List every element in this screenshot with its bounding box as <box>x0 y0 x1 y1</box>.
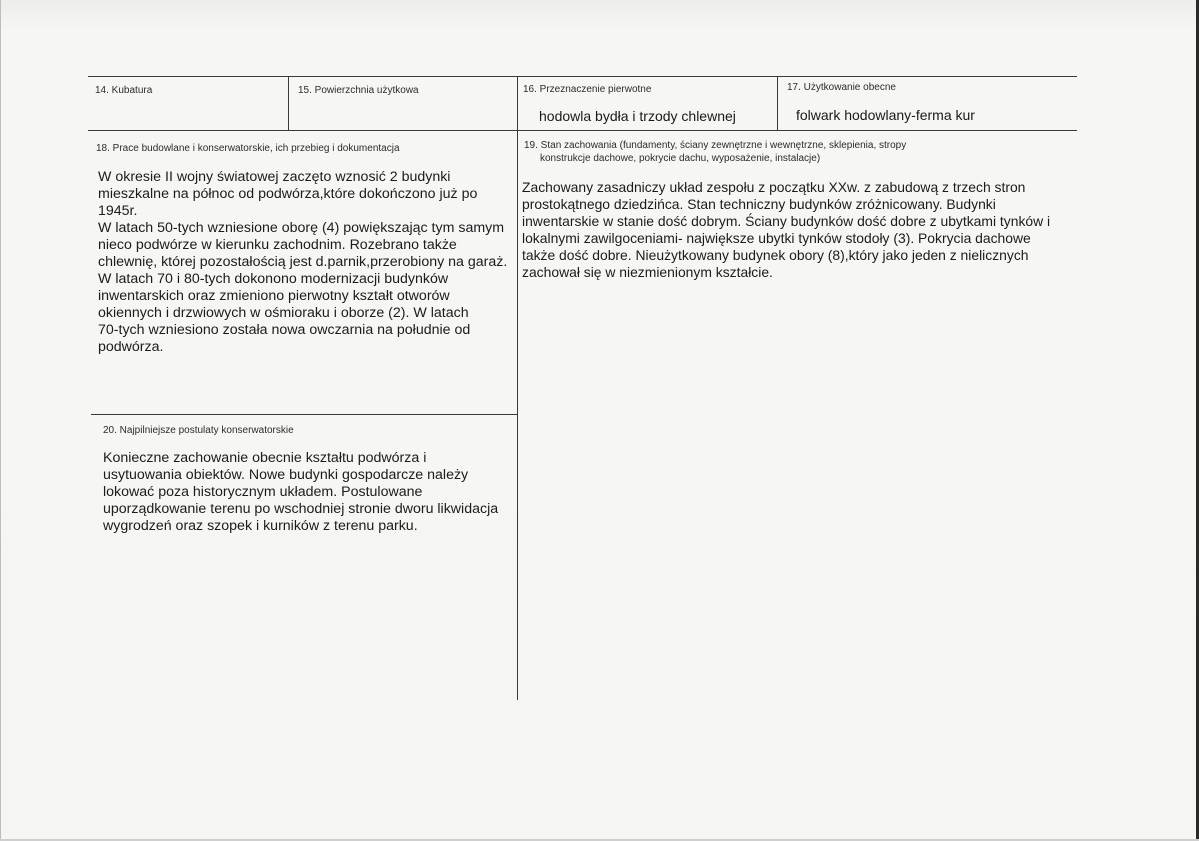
field-19-line: prostokątnego dziedzińca. Stan techniczny budynków zróżnicowany. Budynki <box>522 196 996 212</box>
field-18-line: okiennych i drzwiowych w ośmioraku i oborze (2). W latach <box>98 305 469 321</box>
field-19-line: także dość dobre. Nieużytkowany budynek obory (8),który jako jeden z nielicznych <box>522 247 1029 263</box>
scan-edge-left <box>0 0 1 841</box>
field-18-text <box>98 169 507 356</box>
field-18-line: W latach 50-tych wzniesione oborę (4) powiększając tym samym <box>98 220 505 236</box>
field-19-line: zachował się w niezmienionym kształcie. <box>522 264 773 280</box>
field-19-label-line2: konstrukcje dachowe, pokrycie dachu, wyposażenie, instalacje) <box>540 153 821 164</box>
field-20-line: Konieczne zachowanie obecnie kształtu podwórza i <box>103 450 427 466</box>
divider-left-right-column <box>517 76 518 700</box>
field-20-line: uporządkowanie terenu po wschodniej stronie dworu likwidacja <box>103 501 499 517</box>
field-19-text <box>522 179 1050 281</box>
field-18-line: 1945r. <box>98 203 138 219</box>
field-18-label: 18. Prace budowlane i konserwatorskie, ich przebieg i dokumentacja <box>96 143 400 154</box>
field-14-label: 14. Kubatura <box>95 85 153 96</box>
field-18-line: mieszkalne na północ od podwórza,które dokończono już po <box>98 186 478 202</box>
field-16-value: hodowla bydła i trzody chlewnej <box>539 108 736 124</box>
divider-14-15 <box>288 76 289 130</box>
field-18-line: podwórza. <box>98 339 164 355</box>
field-20-label: 20. Najpilniejsze postulaty konserwatorskie <box>103 425 294 436</box>
field-19-line: Zachowany zasadniczy układ zespołu z początku XXw. z zabudową z trzech stron <box>522 179 1026 195</box>
field-20-text <box>103 450 498 535</box>
field-20-line: usytuowania obiektów. Nowe budynki gospodarcze należy <box>103 467 469 483</box>
field-19-line: inwentarskie w stanie dość dobrym. Ściany budynków dość dobre z ubytkami tynków i <box>522 213 1051 229</box>
field-18-line: W okresie II wojny światowej zaczęto wznosić 2 budynki <box>98 169 451 185</box>
field-18-line: 70-tych wzniesiono została nowa owczarnia na południe od <box>98 322 471 338</box>
field-19-label-line1: 19. Stan zachowania (fundamenty, ściany zewnętrzne i wewnętrzne, sklepienia, stropy <box>524 140 907 151</box>
field-20-line: wygrodzeń oraz szopek i kurników z terenu parku. <box>103 518 418 534</box>
field-15-label: 15. Powierzchnia użytkowa <box>298 85 419 96</box>
field-18-line: chlewnię, której pozostałością jest d.parnik,przerobiony na garaż. <box>98 254 508 270</box>
divider-16-17 <box>777 76 778 130</box>
field18-bottom-border <box>91 414 517 415</box>
field-18-line: W latach 70 i 80-tych dokonono modernizacji budynków <box>98 271 449 287</box>
row1-bottom-border <box>88 130 1077 131</box>
field-18-line: inwentarskich oraz zmieniono pierwotny kształt otworów <box>98 288 450 304</box>
field-19-line: lokalnymi zawilgoceniami- największe ubytki tynków stodoły (3). Pokrycia dachowe <box>522 230 1031 246</box>
table-top-border <box>88 76 1077 77</box>
field-20-line: lokować poza historycznym układem. Postulowane <box>103 484 423 500</box>
field-17-value: folwark hodowlany-ferma kur <box>796 107 975 123</box>
field-18-line: nieco podwórze w kierunku zachodnim. Rozebrano także <box>98 237 457 253</box>
field-17-label: 17. Użytkowanie obecne <box>787 82 896 93</box>
field-16-label: 16. Przeznaczenie pierwotne <box>523 84 652 95</box>
